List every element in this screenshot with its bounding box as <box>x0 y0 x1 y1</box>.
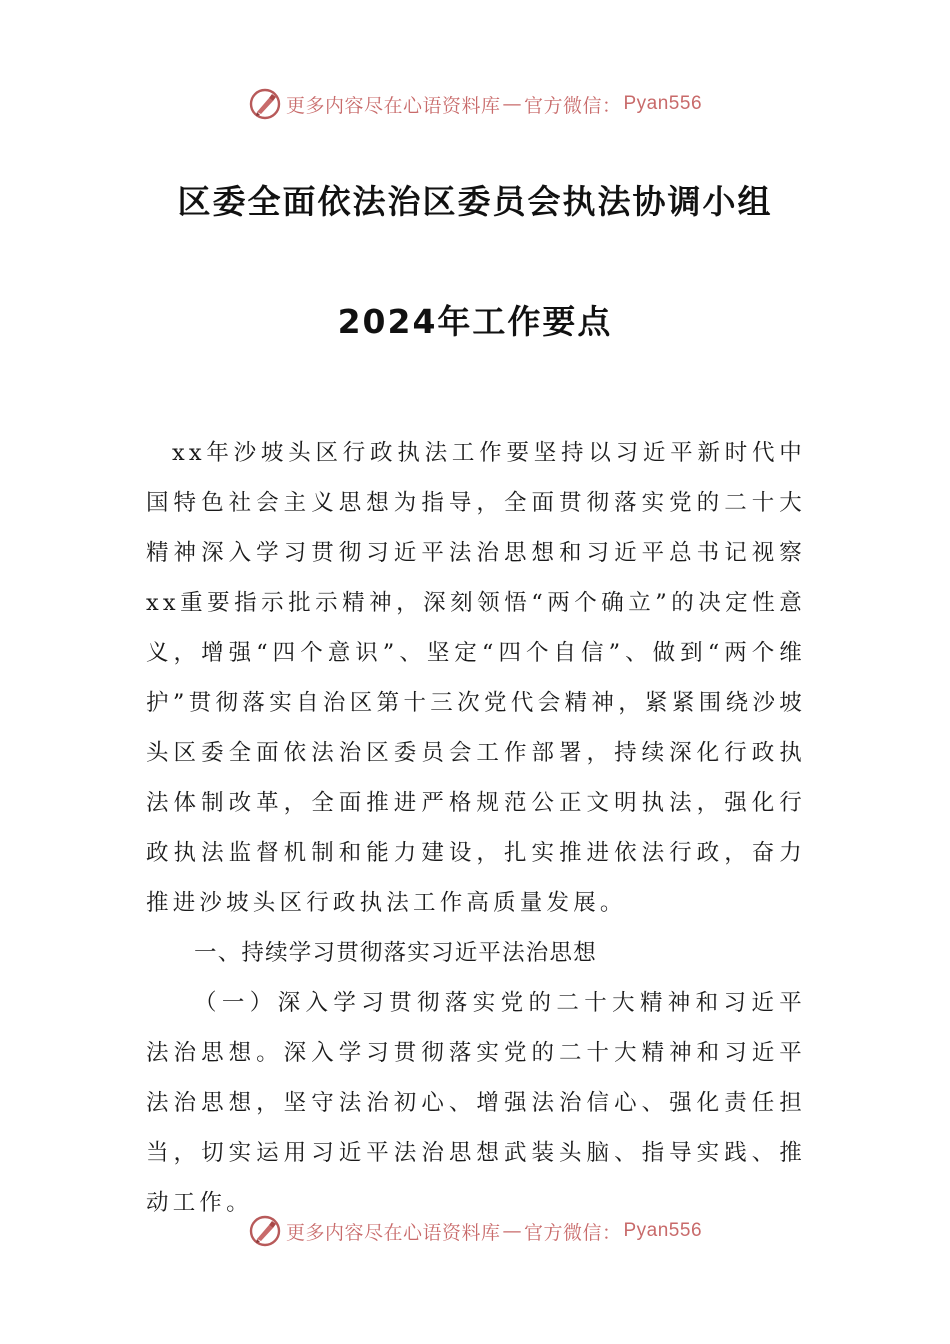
watermark-account-id: Pyan556 <box>623 93 703 114</box>
watermark-separator: — <box>502 93 522 115</box>
watermark-account-label: 官方微信： <box>523 94 622 117</box>
watermark-account-id: Pyan556 <box>623 1220 703 1241</box>
pen-logo-icon <box>248 1214 282 1248</box>
document-title-line2: 2024年工作要点 <box>337 302 613 341</box>
watermark-text: 更多内容尽在心语资料库 <box>285 94 501 117</box>
intro-paragraph: xx年沙坡头区行政执法工作要坚持以习近平新时代中国特色社会主义思想为指导，全面贯彻落实党的二十大精神深入学习贯彻习近平法治思想和习近平总书记视察xx重要指示批示精神，深刻领悟“两个确立”的决定性意义，增强“四个意识”、坚定“四个自信”、做到“两个维护”贯彻落实自治区第十三次党代会精神，紧紧围绕沙坡头区委全面依法治区委员会工作部署，持续深化行政执法体制改革，全面推进严格规范公正文明执法，强化行政执法监督机制和能力建设，扎实推进依法行政，奋力推进沙坡头区行政执法工作高质量发展。 <box>146 440 806 916</box>
document-title-line1: 区委全面依法治区委员会执法协调小组 <box>177 182 773 221</box>
watermark-account-label: 官方微信： <box>523 1221 622 1244</box>
watermark-footer <box>0 1211 950 1251</box>
watermark-header <box>0 84 950 124</box>
watermark-separator: — <box>502 1220 522 1242</box>
document-body <box>146 428 806 1228</box>
pen-logo-icon <box>248 87 282 121</box>
watermark-text: 更多内容尽在心语资料库 <box>285 1221 501 1244</box>
subsection-paragraph-1: （一）深入学习贯彻落实党的二十大精神和习近平法治思想。深入学习贯彻落实党的二十大精神和习近平法治思想，坚守法治初心、增强法治信心、强化责任担当，切实运用习近平法治思想武装头脑、指导实践、推动工作。 <box>146 990 806 1216</box>
section-heading-1: 一、持续学习贯彻落实习近平法治思想 <box>194 940 597 966</box>
